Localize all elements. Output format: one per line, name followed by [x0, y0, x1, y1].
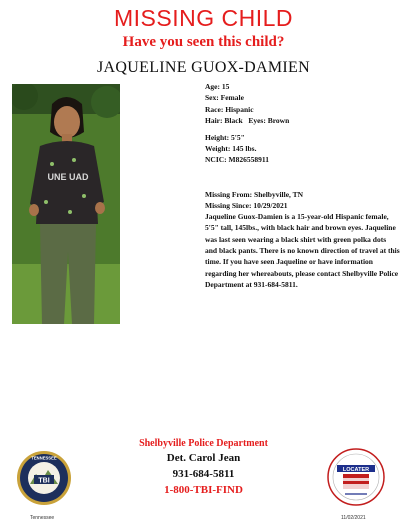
photo-illustration — [12, 84, 120, 324]
svg-text:TENNESSEE: TENNESSEE — [31, 455, 57, 461]
locater-logo — [327, 448, 385, 506]
department-name: Shelbyville Police Department — [139, 438, 268, 449]
missing-from-field: Missing From: Shelbyville, TN — [205, 189, 304, 199]
detective-name: Det. Carol Jean — [166, 452, 241, 464]
missing-since-field: Missing Since: 10/29/2021 — [205, 200, 288, 210]
missing-person-photo — [12, 84, 120, 324]
poster-title: MISSING CHILD — [113, 5, 294, 31]
tbi-hotline: 1-800-TBI-FIND — [164, 484, 243, 496]
shirt-text: UNE UAD — [47, 172, 89, 182]
age-field: Age: 15 — [205, 82, 230, 91]
weight-field: Weight: 145 lbs. — [205, 143, 257, 153]
height-field: Height: 5'5" — [205, 132, 245, 142]
details-panel — [205, 81, 400, 290]
svg-text:LOCATER: LOCATER — [342, 466, 370, 473]
hair-eyes-field: Hair: Black Eyes: Brown — [205, 115, 290, 125]
sex-field: Sex: Female — [205, 93, 244, 103]
contact-phone: 931-684-5811 — [172, 468, 235, 480]
footer-date: 11/02/2021 — [341, 515, 366, 521]
description-paragraph: Jaqueline Guox-Damien is a 15-year-old Hispanic female, 5'5" tall, 145lbs., with black hair and brown eyes. Jaqueline was last seen wearing a black shirt with green polka dots and black pants. There is no known direction of travel at this time. If you have seen Jaqueline or have information regarding her whereabouts, please contact Shelbyville Police Department at 931-684-5811. — [205, 212, 400, 289]
race-field: Race: Hispanic — [205, 104, 254, 114]
ncic-field: NCIC: M826558911 — [205, 155, 269, 165]
missing-person-name: JAQUELINE GUOX-DAMIEN — [97, 59, 310, 76]
svg-text:TBI: TBI — [38, 477, 50, 485]
footer-state-label: Tennessee — [30, 515, 55, 521]
poster-subtitle: Have you seen this child? — [122, 34, 285, 50]
